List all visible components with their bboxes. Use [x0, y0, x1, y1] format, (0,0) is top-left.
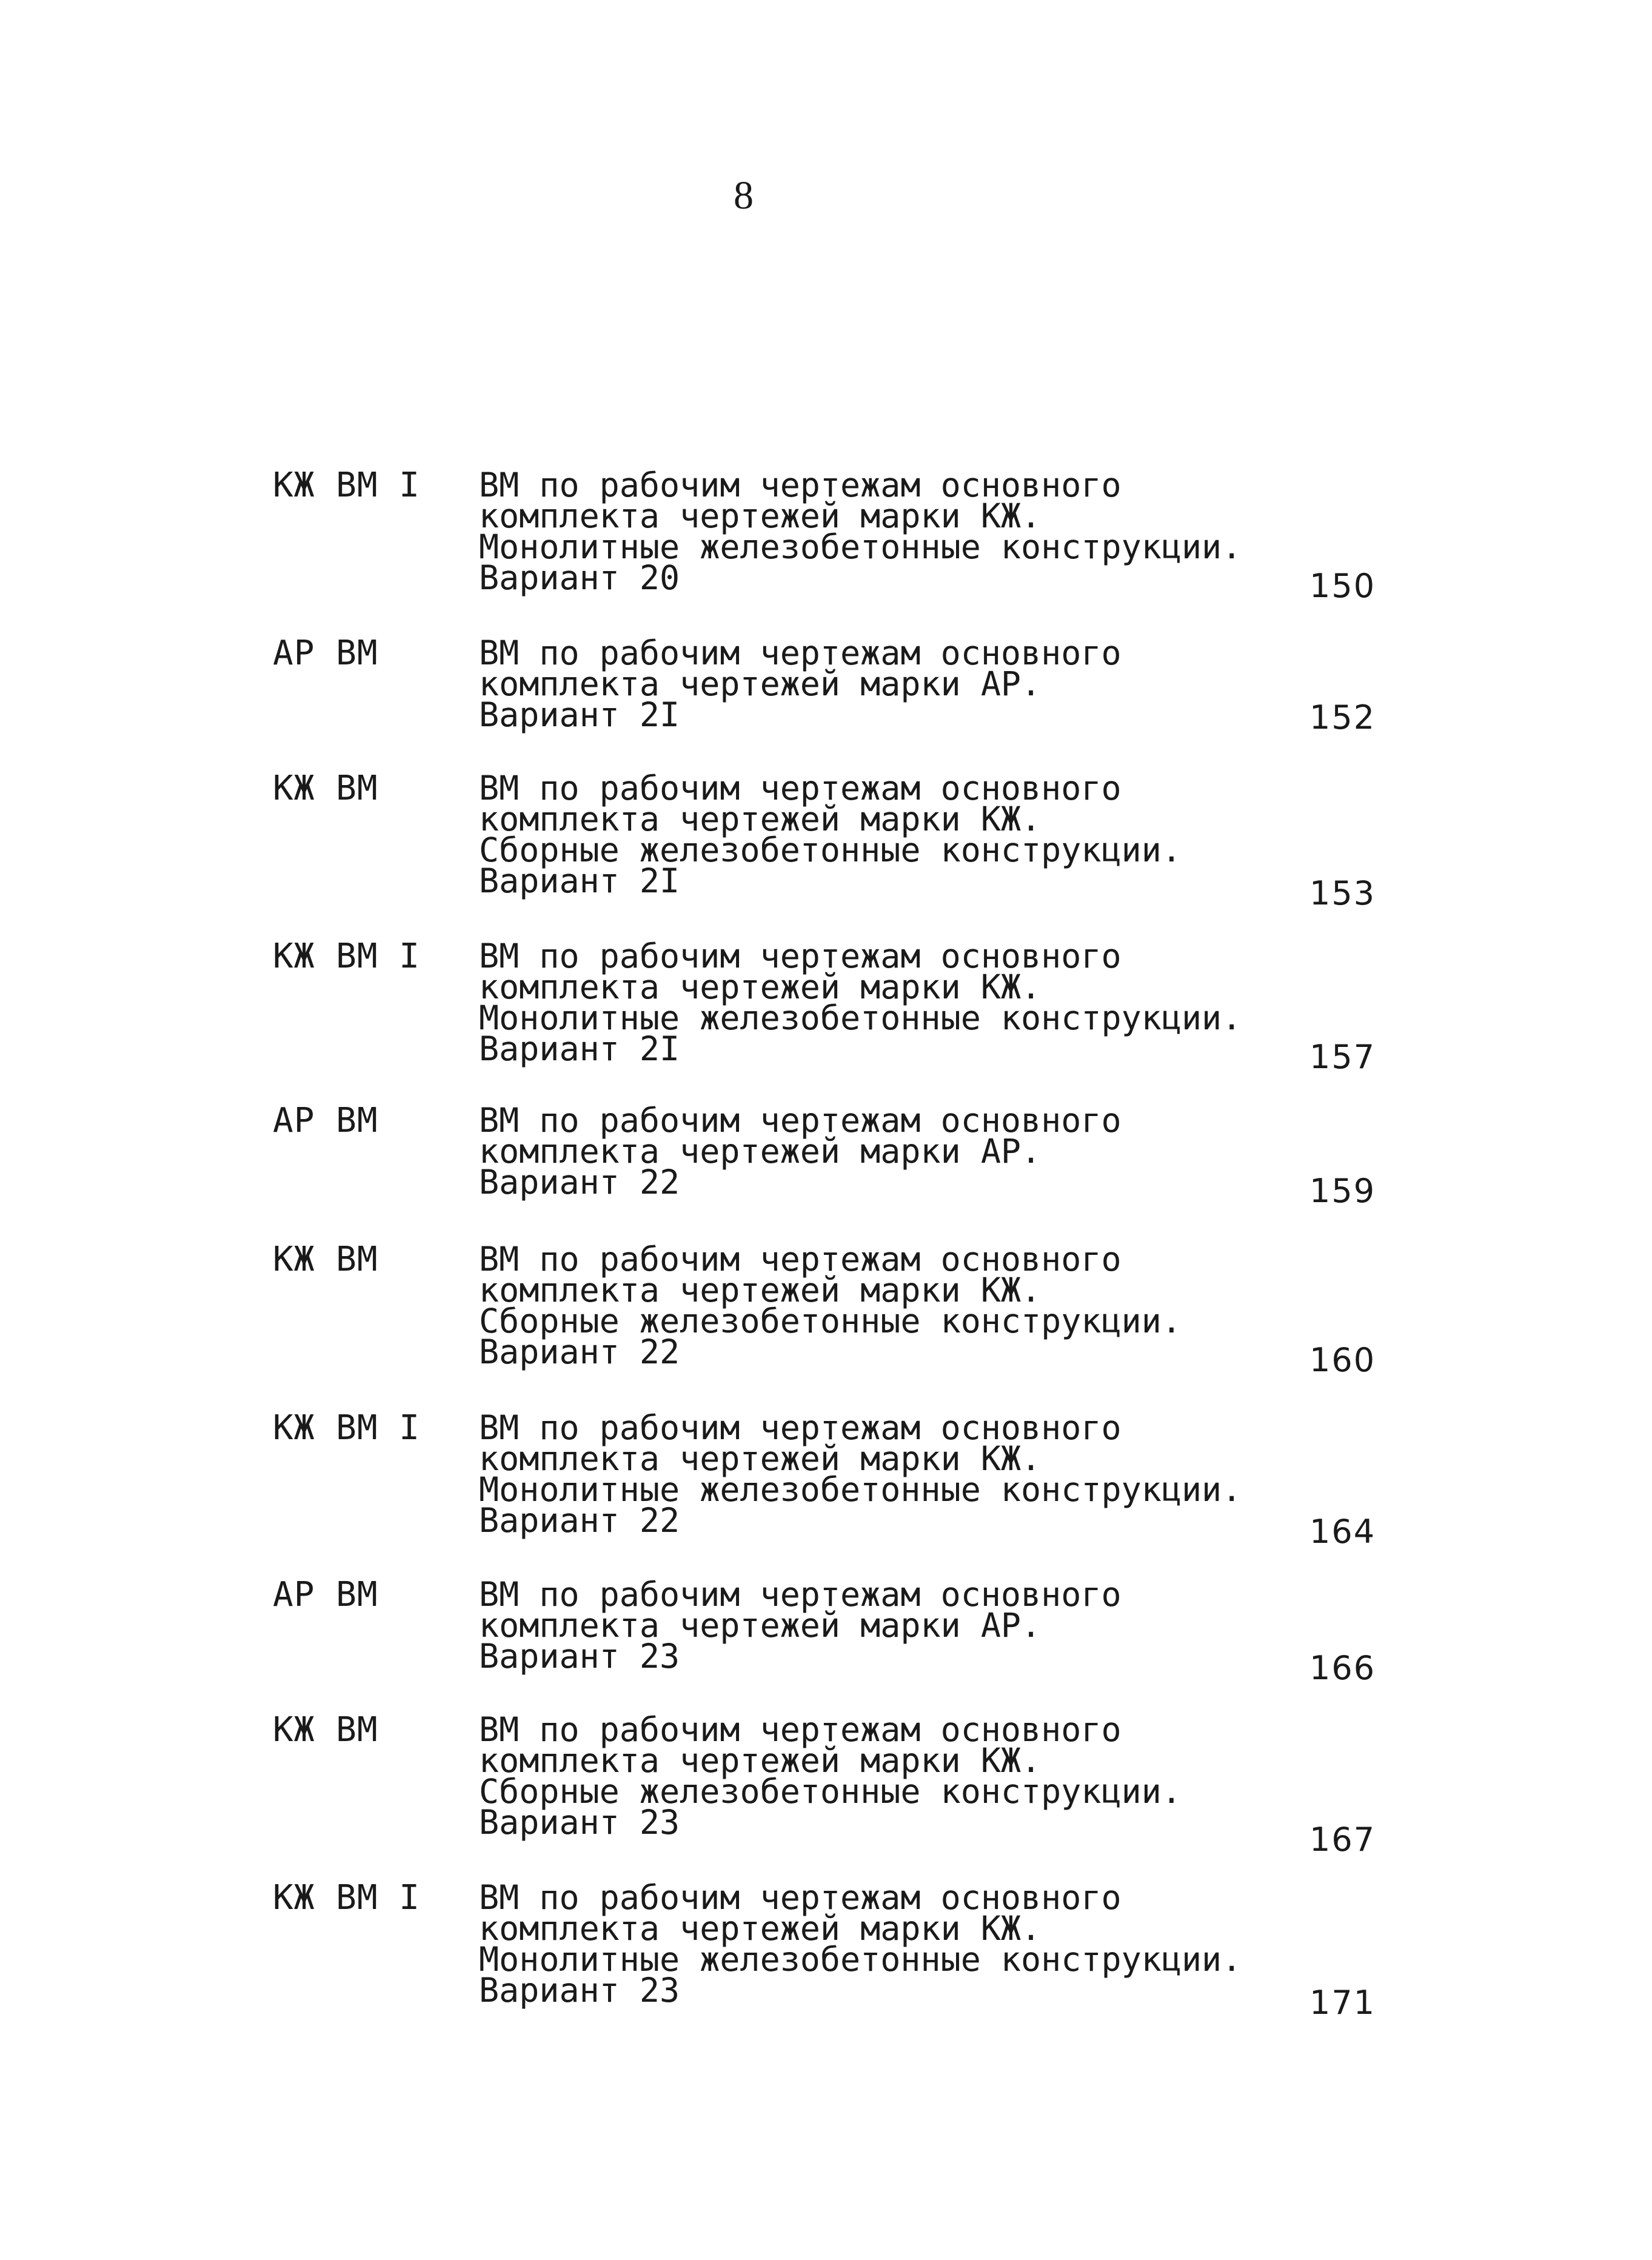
- entry-description: [479, 1575, 1122, 1676]
- contents-entry: [0, 1408, 1652, 1558]
- entry-description: [479, 1878, 1242, 2010]
- entry-code: КЖ ВМ: [273, 1710, 378, 1750]
- entry-code: АР ВМ: [273, 1101, 378, 1140]
- entry-description-line: ВМ по рабочим чертежам основного: [479, 1101, 1122, 1140]
- entry-description: [479, 937, 1242, 1068]
- entry-description-line: ВМ по рабочим чертежам основного: [479, 1408, 1122, 1447]
- entry-description-line: комплекта чертежей марки КЖ.: [479, 1439, 1042, 1478]
- entry-page-ref: 152: [1309, 698, 1376, 737]
- entry-description-line: комплекта чертежей марки КЖ.: [479, 1909, 1042, 1948]
- contents-entry: [0, 1101, 1652, 1251]
- entry-description-line: Монолитные железобетонные конструкции.: [479, 1470, 1242, 1509]
- entry-description-line: ВМ по рабочим чертежам основного: [479, 466, 1122, 504]
- entry-code: АР ВМ: [273, 634, 378, 673]
- entry-description-line: комплекта чертежей марки КЖ.: [479, 496, 1042, 535]
- entry-description-line: ВМ по рабочим чертежам основного: [479, 1575, 1122, 1614]
- entry-description-line: ВМ по рабочим чертежам основного: [479, 634, 1122, 672]
- entry-code: КЖ ВМ I: [273, 1408, 421, 1448]
- entry-description-line: комплекта чертежей марки КЖ.: [479, 800, 1042, 838]
- entry-description-line: комплекта чертежей марки АР.: [479, 664, 1042, 703]
- entry-description-line: Вариант 2I: [479, 1029, 680, 1068]
- contents-entry: [0, 1878, 1652, 2028]
- entry-description-line: Монолитные железобетонные конструкции.: [479, 998, 1242, 1037]
- entry-description-line: Вариант 23: [479, 1971, 680, 2010]
- entry-description-line: Вариант 2I: [479, 861, 680, 900]
- entry-page-ref: 159: [1309, 1172, 1376, 1210]
- entry-code: КЖ ВМ I: [273, 937, 421, 976]
- entry-description-line: Вариант 22: [479, 1163, 680, 1202]
- entry-description-line: Сборные железобетонные конструкции.: [479, 1772, 1182, 1811]
- contents-entry: [0, 1710, 1652, 1860]
- entry-description-line: Сборные железобетонные конструкции.: [479, 1302, 1182, 1340]
- entry-description-line: Вариант 22: [479, 1501, 680, 1540]
- entry-description: [479, 1240, 1182, 1371]
- contents-entry: [0, 769, 1652, 918]
- entry-description-line: Вариант 2I: [479, 695, 680, 734]
- entry-page-ref: 166: [1309, 1649, 1376, 1687]
- entry-description-line: ВМ по рабочим чертежам основного: [479, 1710, 1122, 1749]
- entry-description-line: комплекта чертежей марки АР.: [479, 1606, 1042, 1645]
- contents-entry: [0, 937, 1652, 1086]
- entry-page-ref: 167: [1309, 1820, 1376, 1859]
- entry-description-line: Вариант 22: [479, 1332, 680, 1371]
- entry-description: [479, 1101, 1122, 1202]
- entry-description-line: ВМ по рабочим чертежам основного: [479, 1240, 1122, 1279]
- entry-description: [479, 634, 1122, 734]
- entry-description-line: Вариант 20: [479, 558, 680, 597]
- entry-description: [479, 769, 1182, 900]
- entry-description: [479, 1408, 1242, 1540]
- entry-page-ref: 153: [1309, 874, 1376, 912]
- contents-entry: [0, 1575, 1652, 1725]
- entry-description-line: комплекта чертежей марки КЖ.: [479, 1271, 1042, 1309]
- entry-page-ref: 150: [1309, 567, 1376, 605]
- entry-description-line: Вариант 23: [479, 1803, 680, 1842]
- entry-description-line: комплекта чертежей марки АР.: [479, 1132, 1042, 1171]
- contents-entry: [0, 634, 1652, 783]
- entry-code: КЖ ВМ I: [273, 466, 421, 505]
- entry-description-line: Монолитные железобетонные конструкции.: [479, 527, 1242, 566]
- entry-page-ref: 171: [1309, 1984, 1376, 2022]
- entry-description: [479, 466, 1242, 597]
- entry-code: АР ВМ: [273, 1575, 378, 1614]
- entry-page-ref: 157: [1309, 1038, 1376, 1076]
- entry-description-line: Сборные железобетонные конструкции.: [479, 831, 1182, 869]
- contents-entry: [0, 466, 1652, 615]
- entry-code: КЖ ВМ: [273, 769, 378, 808]
- entry-description-line: комплекта чертежей марки КЖ.: [479, 1741, 1042, 1780]
- entry-code: КЖ ВМ: [273, 1240, 378, 1279]
- contents-entry: [0, 1240, 1652, 1389]
- entry-description-line: Монолитные железобетонные конструкции.: [479, 1940, 1242, 1979]
- entry-description-line: ВМ по рабочим чертежам основного: [479, 1878, 1122, 1917]
- entry-description: [479, 1710, 1182, 1842]
- entry-code: КЖ ВМ I: [273, 1878, 421, 1917]
- entry-description-line: Вариант 23: [479, 1637, 680, 1676]
- entry-description-line: ВМ по рабочим чертежам основного: [479, 937, 1122, 975]
- entry-page-ref: 164: [1309, 1513, 1376, 1551]
- entry-page-ref: 160: [1309, 1341, 1376, 1379]
- entry-description-line: ВМ по рабочим чертежам основного: [479, 769, 1122, 807]
- entry-description-line: комплекта чертежей марки КЖ.: [479, 968, 1042, 1006]
- page-number: 8: [734, 173, 754, 218]
